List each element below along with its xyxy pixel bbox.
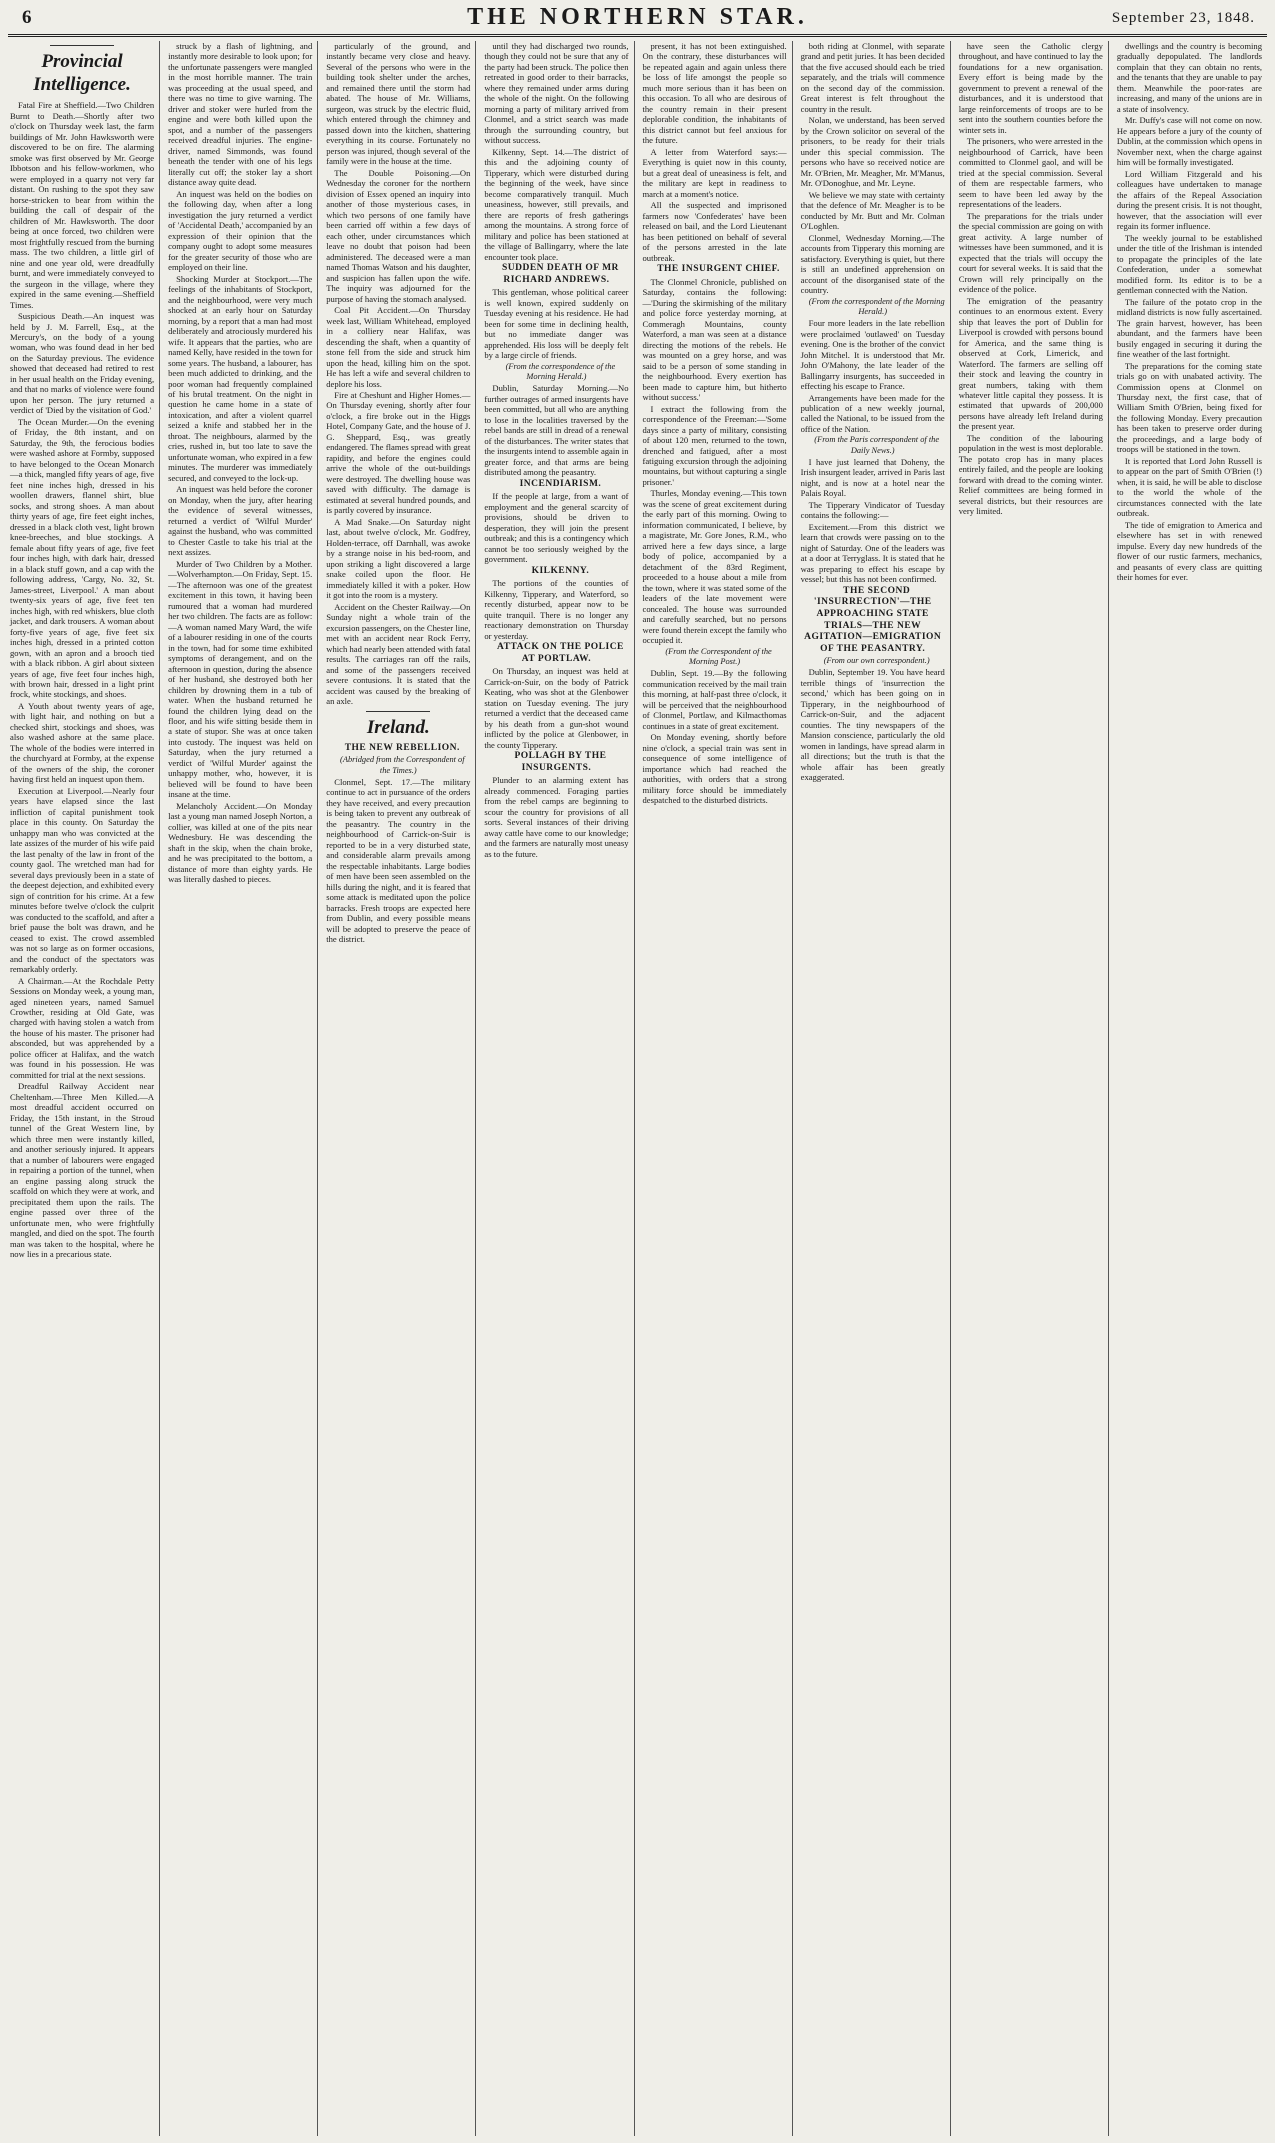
- article-paragraph: Coal Pit Accident.—On Thursday week last, William Whitehead, employed in a colliery near Halifax, was descending the shaft, when a quantity of stone fell from the side and struck him upon the head, killing him on the spot. He has left a wife and several children to deplore his loss.: [326, 305, 471, 389]
- article-paragraph: The condition of the labouring population in the west is most deplorable. The potato crop has in many places entirely failed, and the people are looking forward with dread to the coming winter. Relief committees are being formed in several districts, but their resources are very limited.: [958, 432, 1103, 517]
- article-paragraph: I have just learned that Doheny, the Irish insurgent leader, arrived in Paris last night, and is now at a hotel near the Palais Royal.: [800, 456, 945, 499]
- article-paragraph: Arrangements have been made for the publication of a new weekly journal, called the National, to be issued from the office of the Nation.: [800, 392, 945, 434]
- article-paragraph: All the suspected and imprisoned farmers now 'Confederates' have been released on bail, and the Lord Lieutenant has been petitioned on behalf of several of the persons arrested in the late outbreak.: [642, 200, 787, 263]
- article-paragraph: It is reported that Lord John Russell is to appear on the part of Smith O'Brien (!) when, it is said, he will be able to disclose to the world the whole of the circumstances connected with the late outbreak.: [1116, 455, 1262, 519]
- article-heading: KILKENNY.: [531, 565, 590, 576]
- column-1: [8, 41, 160, 2136]
- article-paragraph: The Double Poisoning.—On Wednesday the coroner for the northern division of Essex opened an inquiry into another of those mysterious cases, in which two persons of one family have been carried off within a few days of each other, under circumstances which leave no doubt that poison had been administered. The deceased were a man named Thomas Watson and his daughter, and suspicion has fallen upon the wife. The inquiry was adjourned for the purpose of having the stomach analysed.: [326, 167, 471, 304]
- article-paragraph: dwellings and the country is becoming gradually depopulated. The landlords complain that they can obtain no rents, and the tenants that they are unable to pay them. Meanwhile the poor-rates are increasing, and many of the unions are in a state of insolvency.: [1116, 41, 1262, 114]
- column-8: [1115, 41, 1267, 2136]
- column-2: [166, 41, 318, 2136]
- article-paragraph: Dublin, September 19. You have heard terrible things of 'insurrection the second,' which has been going on in Tipperary, in the neighbourhood of Carrick-on-Suir, and the adjacent counties. The tiny newspapers of the Mansion conscience, particularly the old women in landings, have spread alarm in all directions; but the truth is that the whole affair has been greatly exaggerated.: [800, 667, 945, 783]
- article-paragraph: The emigration of the peasantry continues to an enormous extent. Every ship that leaves the port of Dublin for Liverpool is crowded with persons bound for America, and the same thing is observed at Cork, Limerick, and Waterford. The farmers are selling off their stock and leaving the country in great numbers, taking with them whatever little capital they possess. It is estimated that upwards of 200,000 persons have already left Ireland during the present year.: [958, 295, 1103, 432]
- article-paragraph: The prisoners, who were arrested in the neighbourhood of Carrick, have been committed to Clonmel gaol, and will be tried at the special commission. Several of them are respectable farmers, who seem to have been led away by the representations of the leaders.: [958, 136, 1103, 210]
- source-note: (From the Correspondent of the Morning Post.): [665, 646, 772, 666]
- article-paragraph: Nolan, we understand, has been served by the Crown solicitor on several of the prisoners, to be ready for their trials under this special commission. The persons who have so received notice are Mr. O'Brien, Mr. Meagher, Mr. M'Manus, Mr. O'Donoghue, and Mr. Leyne.: [800, 115, 945, 189]
- article-paragraph: Dreadful Railway Accident near Cheltenham.—Three Men Killed.—A most dreadful accident occurred on Friday, the 15th instant, in the Stroud tunnel of the Great Western line, by which three men were instantly killed, and another seriously injured. It appears that a number of labourers were engaged in repairing a portion of the tunnel, when an engine passing along struck the scaffold on which they were at work, and precipitated them upon the rails. The engine passed over three of the unfortunate men, who were frightfully mangled, and died on the spot. The fourth man was taken to the hospital, where he now lies in a precarious state.: [10, 1081, 155, 1260]
- article-paragraph: Fatal Fire at Sheffield.—Two Children Burnt to Death.—Shortly after two o'clock on Thursday week last, the farm buildings of Mr. John Hawksworth were discovered to be on fire. The alarming smoke was first observed by Mr. George Ibbotson and his fellow-workmen, who were employed in a quarry not very far distant. On rushing to the spot they saw horse-stricken to bear from within the building the call of despair of the children of Mr. Hawksworth. The door being at once forced, two children were most frightfully rescued from the burning mass. The two children, a little girl of nine and one year old, were dreadfully burnt, and were immediately conveyed to the surgeon in the village, where they expired in the same evening.—Sheffield Times.: [10, 100, 155, 310]
- article-paragraph: Murder of Two Children by a Mother.—Wolverhampton.—On Friday, Sept. 15.—The afternoon was one of the greatest excitement in this town, it having been rumoured that a woman had murdered her two children. The facts are as follow:—A woman named Mary Ward, the wife of a labourer residing in one of the courts in the town, had for some time exhibited symptoms of derangement, and on the afternoon in question, during the absence of her husband, she destroyed both her children by drowning them in a tub of water. When the husband returned he found the children lying dead on the floor, and his wife sitting beside them in a state of stupor. She was at once taken into custody. The inquest was held on Saturday, when the jury returned a verdict of 'Wilful Murder' against the unhappy mother, who, however, it is believed will be found to have been insane at the time.: [168, 558, 313, 800]
- column-4: [482, 41, 634, 2136]
- source-note: (From the correspondence of the Morning Herald.): [505, 361, 616, 381]
- section-heading: Ireland.: [366, 716, 430, 738]
- divider: [50, 45, 114, 46]
- article-paragraph: A Mad Snake.—On Saturday night last, about twelve o'clock, Mr. Godfrey, Holden-terrace, off Darnhall, was awoke by a strange noise in his bed-room, and upon striking a light discovered a large snake coiled upon the floor. He immediately killed it with a poker. How it got into the room is a mystery.: [326, 516, 471, 601]
- article-paragraph: The Tipperary Vindicator of Tuesday contains the following:—: [800, 499, 945, 521]
- article-paragraph: A letter from Waterford says:—Everything is quiet now in this county, but a great deal of uneasiness is felt, and the military are kept in readiness to march at a moment's notice.: [642, 146, 787, 199]
- article-paragraph: The Clonmel Chronicle, published on Saturday, contains the following:—'During the skirmishing of the military and police force yesterday morning, at Commeragh Mountains, county Waterford, a man was seen at a distance directing the motions of the rebels. He was mounted on a grey horse, and was said to be a person of some standing in the neighbourhood. Every exertion has been made to capture him, but hitherto without success.': [642, 276, 787, 403]
- article-paragraph: The weekly journal to be established under the title of the Irishman is intended to propagate the principles of the late Confederation, under a somewhat modified form. Its editor is to be a gentleman connected with the Nation.: [1116, 232, 1262, 296]
- masthead: [8, 4, 1267, 37]
- column-3: [324, 41, 476, 2136]
- article-paragraph: Execution at Liverpool.—Nearly four years have elapsed since the last infliction of capital punishment took place in this county. On Saturday the unhappy man who was convicted at the late assizes of the murder of his wife paid the last penalty of the law in front of the county gaol. The wretched man had for several days previously been in a state of the deepest dejection, and exhibited every sign of contrition for his crime. At a few minutes before twelve o'clock the culprit was conducted to the scaffold, and after a brief pause the bolt was drawn, and he ceased to exist. The crowd assembled was not so large as on former occasions, and the conduct of the spectators was remarkably orderly.: [10, 785, 155, 975]
- article-paragraph: The preparations for the coming state trials go on with unabated activity. The Commission opens at Clonmel on Thursday next, the first case, that of William Smith O'Brien, being fixed for the following Monday. Every precaution has been taken to preserve order during the proceedings, and a large body of troops will be stationed in the town.: [1116, 360, 1262, 455]
- article-paragraph: The Ocean Murder.—On the evening of Friday, the 8th instant, and on Saturday, the 9th, the ferocious bodies were washed ashore at Formby, supposed to have belonged to the Ocean Monarch—a thick, mangled fifty years of age, five feet nine inches high, dressed in his woollen drawers, flannel shirt, blue socks, and strong shoes. A man about thirty years of age, fire feet eight inches, dressed in a black cloth vest, light brown knee-breeches, and blue stockings. A female about fifty years of age, five feet four inches high, with dark hair, dressed in a black stuff gown, and a cap with the following address, 'Cargy, No. 32, St. James-street, Liverpool.' A man about twenty-six years of age, five feet ten inches high, with red whiskers, blue cloth jacket, and dark trousers. A woman about forty-five years of age, five feet six inches high, dressed in a printed cotton gown, with an apron and a brooch tied with a black ribbon. A girl about sixteen years of age, five feet four inches high, with brown hair, dressed in a light print frock, white stockings, and shoes.: [10, 416, 155, 700]
- article-columns: [8, 41, 1267, 2136]
- article-heading: THE SECOND 'INSURRECTION'—THE APPROACHING STATE TRIALS—THE NEW AGITATION—EMIGRATION OF THE PEASANTRY.: [804, 585, 942, 654]
- article-paragraph: struck by a flash of lightning, and instantly more desirable to look upon; for the unfortunate passengers were mangled in the most horrible manner. The train was proceeding at the usual speed, and there was no time to give warning. The driver and stoker were hurled from the engine and were both killed upon the spot, and a number of the passengers received dreadful injuries. The engine-driver, named Simmonds, was found beneath the tender with one of his legs literally cut off; the stoker lay a short distance away quite dead.: [168, 41, 313, 188]
- article-heading: THE NEW REBELLION.: [344, 742, 460, 753]
- article-paragraph: The tide of emigration to America and elsewhere has set in with renewed impulse. Every day new hundreds of the flower of our rustic farmers, mechanics, and peasants of every class are quitting their homes for ever.: [1116, 519, 1262, 583]
- article-paragraph: Kilkenny, Sept. 14.—The district of this and the adjoining county of Tipperary, which were disturbed during the beginning of the week, have since become comparatively tranquil. Much uneasiness, however, still prevails, and there are reports of fresh gatherings among the mountains. A strong force of military and police has been stationed at the village of Ballingarry, where the late encounter took place.: [484, 146, 629, 262]
- article-paragraph: Clonmel, Wednesday Morning.—The accounts from Tipperary this morning are satisfactory. Everything is quiet, but there is still an undefined apprehension on account of the disorganised state of the country.: [800, 232, 945, 296]
- article-paragraph: Dublin, Saturday Morning.—No further outrages of armed insurgents have been committed, but all who are anything to lose in the localities traversed by the rebel bands are still in dread of a renewal of the disturbances. The writer states that the insurgents intend to assemble again in greater force, and that arms are being distributed among the peasantry.: [484, 383, 629, 478]
- article-heading: SUDDEN DEATH OF MR RICHARD ANDREWS.: [501, 263, 619, 285]
- article-paragraph: I extract the following from the correspondence of the Freeman:—'Some days since a party of military, consisting of about 120 men, returned to the town, drenched and fatigued, after a most fatiguing excursion through the adjoining mountains, but without capturing a single prisoner.': [642, 403, 787, 487]
- article-paragraph: We believe we may state with certainty that the defence of Mr. Meagher is to be conducted by Mr. Butt and Mr. Colman O'Loghlen.: [800, 189, 945, 232]
- issue-date: September 23, 1848.: [1111, 10, 1255, 26]
- article-paragraph: The preparations for the trials under the special commission are going on with great activity. A large number of witnesses have been summoned, and it is expected that the trials will occupy the court for several weeks. It is said that the Crown will rely principally on the evidence of the police.: [958, 210, 1103, 295]
- article-heading: THE INSURGENT CHIEF.: [657, 264, 780, 275]
- page-number: 6: [22, 7, 32, 28]
- article-paragraph: Four more leaders in the late rebellion were proclaimed 'outlawed' on Tuesday evening. One is the brother of the convict John Mitchel. It is understood that Mr. John O'Mahony, the late leader of the Ballingarry insurgents, has succeeded in effecting his escape to France.: [800, 318, 945, 392]
- article-heading: POLLAGH BY THE INSURGENTS.: [514, 751, 607, 773]
- article-paragraph: Lord William Fitzgerald and his colleagues have undertaken to manage the affairs of the Repeal Association during the present crisis. It is not thought, however, that the association will ever regain its former influence.: [1116, 168, 1262, 232]
- article-paragraph: The failure of the potato crop in the midland districts is now fully ascertained. The grain harvest, however, has been abundant, and the farmers have been busily engaged in securing it during the fine weather of the last fortnight.: [1116, 296, 1262, 360]
- article-paragraph: Accident on the Chester Railway.—On Sunday night a whole train of the excursion passengers, on the Chester line, met with an accident near Rock Ferry, which had nearly been attended with fatal results. The carriages ran off the rails, and some of the passengers received severe contusions. It is stated that the accident was caused by the breaking of an axle.: [326, 601, 471, 707]
- article-paragraph: present, it has not been extinguished. On the contrary, these disturbances will be repeated again and again unless there be loss of life amongst the people so much more serious than it has been on this occasion. To all who are desirous of the country remain in their present deplorable condition, the inhabitants of this district cannot but feel anxious for the future.: [642, 41, 787, 146]
- article-paragraph: The portions of the counties of Kilkenny, Tipperary, and Waterford, so recently disturbed, appear now to be quite tranquil. There is no longer any reactionary demonstration on Thursday or yesterday.: [484, 578, 629, 641]
- source-note: (From the Paris correspondent of the Daily News.): [814, 435, 940, 455]
- newspaper-title: THE NORTHERN STAR.: [467, 4, 808, 30]
- article-paragraph: A Youth about twenty years of age, with light hair, and nothing on but a checked shirt, stockings and shoes, was also washed ashore at the same place. The whole of the bodies were interred in the churchyard at Formby, at the expense of the owners of the ship, the coroner having first held an inquest upon them.: [10, 700, 155, 785]
- article-paragraph: Mr. Duffy's case will not come on now. He appears before a jury of the county of Dublin, at the commission which opens in November next, when the charge against him will be formally investigated.: [1116, 115, 1262, 168]
- article-paragraph: Excitement.—From this district we learn that crowds were passing on to the night of Saturday. One of the leaders was at a door at Terryglass. It is stated that he was preparing to effect his escape by vessel; but this has not been confirmed.: [800, 521, 945, 585]
- source-note: (From the correspondent of the Morning Herald.): [808, 296, 945, 316]
- source-note: (From our own correspondent.): [823, 656, 930, 666]
- article-paragraph: until they had discharged two rounds, though they could not be sure that any of the party had been struck. The police then retreated in good order to their barracks, where they remained under arms during the whole of the night. On the following morning a party of military arrived from Clonmel, and a strict search was made through the surrounding country, but without success.: [484, 41, 629, 146]
- column-6: [799, 41, 951, 2136]
- article-paragraph: Dublin, Sept. 19.—By the following communication received by the mail train this morning, at half-past three o'clock, it will be perceived that the neighbourhood of Clonmel, Portlaw, and Kilmacthomas continues in a state of great excitement.: [642, 668, 787, 731]
- article-paragraph: This gentleman, whose political career is well known, expired suddenly on Tuesday evening at his residence. He had been for some time in declining health, but no immediate danger was apprehended. His loss will be deeply felt by a large circle of friends.: [484, 287, 629, 361]
- article-paragraph: An inquest was held on the bodies on the following day, when after a long investigation the jury returned a verdict of 'Accidental Death,' accompanied by an expression of their opinion that the company ought to adopt some measures for the greater security of those who are employed on their line.: [168, 188, 313, 273]
- column-5: [641, 41, 793, 2136]
- column-7: [957, 41, 1109, 2136]
- article-paragraph: Shocking Murder at Stockport.—The feelings of the inhabitants of Stockport, and the neighbourhood, were very much shocked at an early hour on Saturday morning, by a report that a man had most deliberately and atrociously murdered his wife. It appears that the parties, who are named Kelly, have resided in the town for some years. The husband, a labourer, has been much addicted to drinking, and the poor woman had frequently complained of his brutal treatment. On the night in question he came home in a state of intoxication, and after a violent quarrel seized a knife and stabbed her in the throat. The neighbours, alarmed by the cries, rushed in, but too late to save the unfortunate woman, who expired in a few minutes. The murderer was immediately secured, and conveyed to the lock-up.: [168, 273, 313, 483]
- divider: [366, 711, 430, 712]
- article-paragraph: Melancholy Accident.—On Monday last a young man named Joseph Norton, a collier, was killed at one of the pits near Wednesbury. He was descending the shaft in the skip, when the chain broke, and he was precipitated to the bottom, a distance of more than eighty yards. He was literally dashed to pieces.: [168, 800, 313, 885]
- article-paragraph: Clonmel, Sept. 17.—The military continue to act in pursuance of the orders they have received, and every precaution is being taken to prevent any outbreak of the peasantry. The country in the neighbourhood of Carrick-on-Suir is reported to be in a very disturbed state, and considerable alarm prevails among the respectable inhabitants. Large bodies of men have been seen assembled on the hills during the night, and it is feared that some attack is meditated upon the police barracks. Fresh troops are expected here from Dublin, and every possible means will be adopted to preserve the peace of the district.: [326, 776, 471, 945]
- article-paragraph: An inquest was held before the coroner on Monday, when the jury, after hearing the evidence of several witnesses, returned a verdict of 'Wilful Murder' against the husband, who was committed to Chester Castle to take his trial at the next assizes.: [168, 484, 313, 558]
- article-paragraph: particularly of the ground, and instantly became very close and heavy. Several of the persons who were in the building took shelter under the arches, and remained there until the storm had abated. The house of Mr. Williams, surgeon, was struck by the electric fluid, which entered through the chimney and passed down into the kitchen, shattering everything in its course. Fortunately no person was injured, though several of the family were in the house at the time.: [326, 41, 471, 167]
- article-paragraph: If the people at large, from a want of employment and the general scarcity of provisions, should be driven to desperation, they will join the present outbreak; and this is a contingency which cannot be too seriously weighed by the government.: [484, 491, 629, 565]
- article-paragraph: Fire at Cheshunt and Higher Homes.—On Thursday evening, shortly after four o'clock, a fire broke out in the Higgs Hotel, Company Gate, and the house of J. G. Sheppard, Esq., was greatly endangered. The flames spread with great rapidity, and before the engines could arrive the whole of the out-buildings were destroyed. The dwelling house was saved with difficulty. The damage is estimated at several hundred pounds, and is partly covered by insurance.: [326, 389, 471, 516]
- article-heading: INCENDIARISM.: [519, 478, 602, 489]
- section-heading: Provincial Intelligence.: [33, 51, 131, 96]
- article-heading: ATTACK ON THE POLICE AT PORTLAW.: [496, 642, 624, 664]
- source-note: (Abridged from the Correspondent of the Times.): [340, 755, 465, 775]
- article-paragraph: both riding at Clonmel, with separate grand and petit juries. It has been decided that the five accused should each be tried separately, and the trials will commence on the second day of the commission. Great interest is felt throughout the country in the result.: [800, 41, 945, 114]
- article-paragraph: On Monday evening, shortly before nine o'clock, a special train was sent in consequence of some intelligence of importance which had reached the authorities, with orders that a strong military force should be immediately despatched to the disturbed districts.: [642, 732, 787, 806]
- article-paragraph: Plunder to an alarming extent has already commenced. Foraging parties from the rebel camps are beginning to scour the country for provisions of all sorts. Several instances of their driving away cattle have come to our knowledge; and the farmers are naturally most uneasy as to the future.: [484, 775, 629, 859]
- article-paragraph: Suspicious Death.—An inquest was held by J. M. Farrell, Esq., at the Mercury's, on the body of a young woman, who was found dead in her bed on the Saturday previous. The evidence showed that deceased had retired to rest in her usual health on the Friday evening, and that no marks of violence were found upon her person. The jury returned a verdict of 'Died by the visitation of God.': [10, 311, 155, 416]
- article-paragraph: A Chairman.—At the Rochdale Petty Sessions on Monday week, a young man, aged nineteen years, named Samuel Crowther, residing at Old Gate, was charged with having stolen a watch from the house of his master. The prisoner had absconded, but was apprehended by a police officer at Halifax, and the watch was found in his possession. He was committed for trial at the next sessions.: [10, 975, 155, 1080]
- article-paragraph: Thurles, Monday evening.—This town was the scene of great excitement during the early part of this morning. Owing to information communicated, I believe, by a magistrate, Mr. Gore Jones, R.M., who arrived here a few days since, a large body of police, accompanied by a detachment of the 83rd Regiment, proceeded to a house about a mile from the town, where it was stated some of the leaders of the late movement were concealed. The house was surrounded and carefully searched, but no persons were found therein except the family who occupied it.: [642, 488, 787, 646]
- article-paragraph: have seen the Catholic clergy throughout, and have continued to lay the foundations for a new organisation. Every effort is being made by the government to prevent a renewal of the disturbances, and it is understood that large reinforcements of troops are to be sent into the southern counties before the winter sets in.: [958, 41, 1103, 135]
- article-paragraph: On Thursday, an inquest was held at Carrick-on-Suir, on the body of Patrick Keating, who was shot at the Glenbower station on Tuesday evening. The jury returned a verdict that the deceased came by his death from a gun-shot wound inflicted by the police at Glenbower, in the county Tipperary.: [484, 666, 629, 750]
